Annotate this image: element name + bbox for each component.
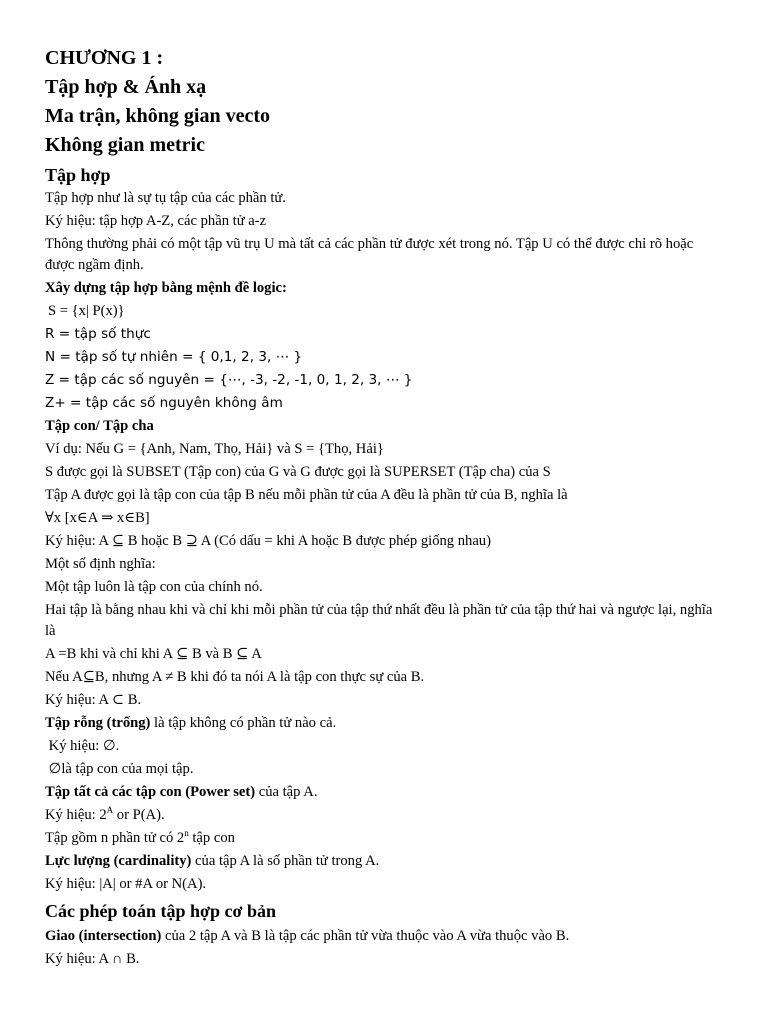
logic-title — [45, 278, 725, 299]
subset-example-2: S được gọi là SUBSET (Tập con) của G và G được gọi là SUPERSET (Tập cha) của S — [45, 464, 551, 480]
subset-definition: Tập A được gọi là tập con của tập B nếu mỗi phần tử của A đều là phần tử của B, nghĩa là — [45, 487, 568, 503]
some-definitions: Một số định nghĩa: — [45, 556, 156, 572]
subset-symbol: Ký hiệu: A ⊆ B hoặc B ⊇ A (Có dấu = khi A hoặc B được phép giống nhau) — [45, 533, 491, 549]
power-set-text: của tập A. — [255, 784, 318, 800]
natural-numbers-line: N = tập số tự nhiên = { 0,1, 2, 3, ⋯ } — [45, 349, 303, 365]
intersection-text: của 2 tập A và B là tập các phần tử vừa thuộc vào A vừa thuộc vào B. — [161, 928, 570, 944]
subset-example: Ví dụ: Nếu G = {Anh, Nam, Thọ, Hải} và S = {Thọ, Hải} — [45, 441, 384, 457]
power-set-count-sup: n — [184, 828, 189, 838]
power-set-term: Tập tất cả các tập con (Power set) — [45, 784, 256, 800]
document-page — [45, 44, 725, 972]
set-builder-s: S = {x| P(x)} — [48, 303, 125, 319]
cardinality-symbol: Ký hiệu: |A| or #A or N(A). — [45, 876, 207, 892]
integers-line: Z = tập các số nguyên = {⋯, -3, -2, -1, 0, 1, 2, 3, ⋯ } — [45, 372, 413, 388]
empty-set-note: ∅là tập con của mọi tập. — [45, 761, 194, 777]
real-numbers-line: R = tập số thực — [45, 326, 151, 342]
power-set-symbol — [45, 805, 725, 826]
power-set-definition — [45, 782, 725, 803]
power-set-count-post: tập con — [188, 830, 235, 846]
self-subset: Một tập luôn là tập con của chính nó. — [45, 579, 263, 595]
subset-forall: ∀x [x∈A ⇒ x∈B] — [45, 510, 150, 526]
cardinality-term: Lực lượng (cardinality) — [45, 853, 192, 869]
cardinality-definition — [45, 851, 725, 872]
intersection-term: Giao (intersection) — [45, 928, 162, 944]
subset-title — [45, 416, 725, 437]
proper-subset-definition: Nếu A⊆B, nhưng A ≠ B khi đó ta nói A là tập con thực sự của B. — [45, 669, 425, 685]
empty-set-definition — [45, 713, 725, 734]
power-set-count-pre: Tập gồm n phần tử có 2 — [45, 830, 185, 846]
nonneg-integers-line: Z+ = tập các số nguyên không âm — [45, 395, 283, 411]
intersection-symbol: Ký hiệu: A ∩ B. — [45, 951, 140, 967]
chapter-heading: CHƯƠNG 1 : — [45, 47, 164, 69]
intersection-definition — [45, 926, 725, 947]
topic-heading-sets-mappings: Tập hợp & Ánh xạ — [45, 76, 207, 98]
cardinality-text: của tập A là số phần tử trong A. — [191, 853, 380, 869]
power-set-count — [45, 828, 725, 849]
empty-set-text: là tập không có phần tử nào cả. — [150, 715, 337, 731]
intro-line-3: Thông thường phải có một tập vũ trụ U mà tất cả các phần tử được xét trong nó. Tập U có thể được chỉ rõ hoặc được ngầm định. — [45, 236, 694, 273]
set-equality-definition: Hai tập là bằng nhau khi và chỉ khi mỗi phần tử của tập thứ nhất đều là phần tử của tập thứ hai và ngược lại, nghĩa là — [45, 602, 713, 639]
section-heading-operations: Các phép toán tập hợp cơ bản — [45, 901, 276, 921]
intro-line-2: Ký hiệu: tập hợp A-Z, các phần tử a-z — [45, 213, 267, 229]
power-set-symbol-post: or P(A). — [113, 807, 165, 823]
empty-set-symbol: Ký hiệu: ∅. — [45, 738, 120, 754]
empty-set-term: Tập rỗng (trống) — [45, 715, 151, 731]
power-set-symbol-pre: Ký hiệu: 2 — [45, 807, 107, 823]
intro-line-1: Tập hợp như là sự tụ tập của các phần tử. — [45, 190, 286, 206]
topic-heading-matrices: Ma trận, không gian vecto — [45, 105, 270, 127]
proper-subset-symbol: Ký hiệu: A ⊂ B. — [45, 692, 142, 708]
subset-title-text: Tập con/ Tập cha — [45, 418, 154, 434]
logic-title-text: Xây dựng tập hợp bằng mệnh đề logic: — [45, 280, 287, 296]
topic-heading-metric: Không gian metric — [45, 134, 205, 156]
set-equality-symbol: A =B khi và chỉ khi A ⊆ B và B ⊆ A — [45, 646, 262, 662]
power-set-symbol-sup: A — [106, 805, 114, 815]
section-heading-sets: Tập hợp — [45, 165, 111, 185]
